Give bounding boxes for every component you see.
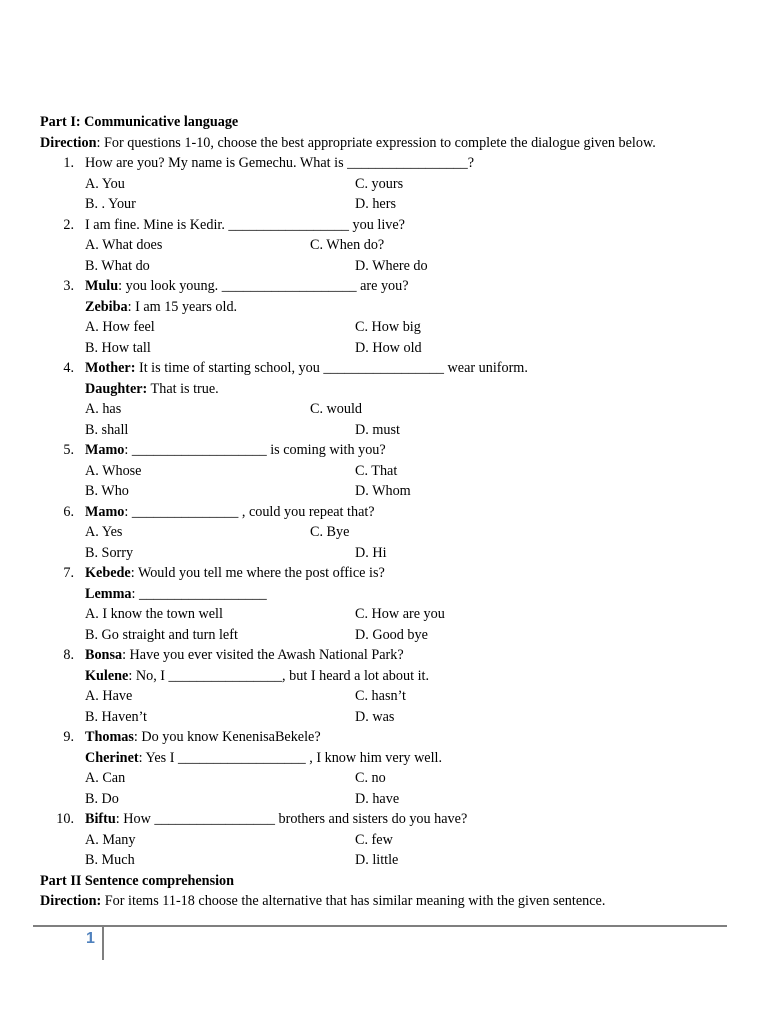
option-row [40,481,740,502]
question-number: 9. [63,729,74,745]
option-row [40,235,740,256]
option-left: B. How tall [85,339,151,356]
question-number: 3. [63,278,74,294]
dialogue-text: : Do you know KenenisaBekele? [133,729,321,745]
speaker-name: Biftu [85,811,116,827]
dialogue-text: : _______________ , could you repeat that? [124,503,375,520]
question-stem [40,358,740,379]
speaker-name: Kebede [85,565,131,581]
option-right: D. little [355,852,399,868]
dialogue-text: : Yes I __________________ , I know him very well. [138,749,443,766]
option-right: D. Where do [355,257,428,274]
dialogue-text: : __________________ [131,585,267,602]
option-left: A. Whose [85,462,142,479]
speaker-name: Thomas [85,729,134,745]
question-reply [40,379,740,400]
question-reply [40,748,740,769]
option-row [40,317,740,338]
question-number: 6. [63,503,74,520]
dialogue-text: I am fine. Mine is Kedir. _________________ you live? [85,216,405,233]
speaker-name: Daughter: [85,380,148,397]
option-right: C. That [355,462,398,479]
question-reply [40,666,740,687]
option-left: B. shall [85,421,129,438]
option-right: D. Whom [355,483,411,499]
part1-title: Part I: Communicative language [40,114,239,130]
speaker-name: Lemma [85,585,132,602]
option-row [40,543,740,564]
option-right: C. Bye [310,524,350,540]
option-row [40,625,740,646]
option-row [40,604,740,625]
speaker-name: Mamo [85,442,125,458]
option-right: D. was [355,708,395,725]
question-number: 2. [63,216,74,233]
option-row [40,174,740,195]
dialogue-text: : How _________________ brothers and sisters do you have? [115,811,468,827]
option-right: C. hasn’t [355,688,406,704]
option-left: B. Haven’t [85,708,147,725]
option-right: D. must [355,421,400,438]
speaker-name: Bonsa [85,647,123,663]
question-number: 4. [63,360,74,376]
option-row [40,194,740,215]
question-number: 10. [56,811,74,827]
dialogue-text: : you look young. ___________________ are you? [118,278,409,294]
question-stem [40,276,740,297]
option-right: C. would [310,401,363,417]
page-number-divider [102,927,104,960]
question-number: 8. [63,647,74,663]
option-right: C. How big [355,319,421,335]
option-left: B. Sorry [85,544,134,561]
option-right: D. have [355,790,400,807]
option-right: C. How are you [355,606,445,622]
part2-direction: Direction: For items 11-18 choose the alternative that has similar meaning with the given sentence. [40,893,606,909]
option-left: A. What does [85,237,163,253]
option-right: C. few [355,831,393,848]
dialogue-text: That is true. [147,380,219,397]
option-row [40,686,740,707]
option-row [40,461,740,482]
part1-direction: Direction: For questions 1-10, choose the best appropriate expression to complete the dialogue given below. [40,134,656,151]
option-right: C. When do? [310,237,385,253]
dialogue-text: : I am 15 years old. [127,298,238,315]
option-row [40,399,740,420]
option-right: D. hers [355,196,396,212]
question-reply [40,297,740,318]
option-row [40,338,740,359]
option-left: B. Go straight and turn left [85,626,238,643]
part2-title: Part II Sentence comprehension [40,872,235,889]
option-row [40,789,740,810]
document-body [40,112,740,912]
question-number: 7. [63,565,74,581]
option-right: C. no [355,770,386,786]
question-number: 5. [63,442,74,458]
option-left: A. You [85,175,125,192]
speaker-name: Mother: [85,360,136,376]
question-list [40,153,740,871]
speaker-name: Zebiba [85,298,128,315]
option-row [40,420,740,441]
question-stem [40,502,740,523]
option-left: A. has [85,401,122,417]
option-left: A. Many [85,831,136,848]
speaker-name: Cherinet [85,749,139,766]
option-left: B. Do [85,790,119,807]
question-stem [40,727,740,748]
option-left: A. Can [85,770,126,786]
option-row [40,256,740,277]
option-left: A. Have [85,688,133,704]
option-left: A. Yes [85,524,123,540]
question-stem [40,563,740,584]
speaker-name: Mulu [85,278,119,294]
dialogue-text: : Would you tell me where the post office is? [130,565,385,581]
question-stem [40,645,740,666]
question-stem [40,153,740,174]
question-number: 1. [63,155,74,171]
dialogue-text: It is time of starting school, you _________________ wear uniform. [135,360,528,376]
option-row [40,830,740,851]
option-left: A. I know the town well [85,606,223,622]
option-right: C. yours [355,175,404,192]
question-reply [40,584,740,605]
option-row [40,522,740,543]
option-row [40,707,740,728]
option-right: D. Hi [355,544,387,561]
option-right: D. Good bye [355,626,428,643]
footer-rule [33,925,727,927]
dialogue-text: : ___________________ is coming with you? [124,442,386,458]
question-stem [40,809,740,830]
speaker-name: Kulene [85,667,129,684]
question-stem [40,440,740,461]
option-left: A. How feel [85,319,155,335]
option-right: D. How old [355,339,422,356]
speaker-name: Mamo [85,503,125,520]
dialogue-text: : Have you ever visited the Awash National Park? [122,647,404,663]
option-left: B. What do [85,257,150,274]
dialogue-text: How are you? My name is Gemechu. What is _________________? [85,155,475,171]
option-left: B. Much [85,852,135,868]
option-row [40,768,740,789]
dialogue-text: : No, I ________________, but I heard a lot about it. [128,667,430,684]
option-left: B. . Your [85,196,136,212]
option-row [40,850,740,871]
question-stem [40,215,740,236]
page-number: 1 [86,930,95,947]
option-left: B. Who [85,483,129,499]
